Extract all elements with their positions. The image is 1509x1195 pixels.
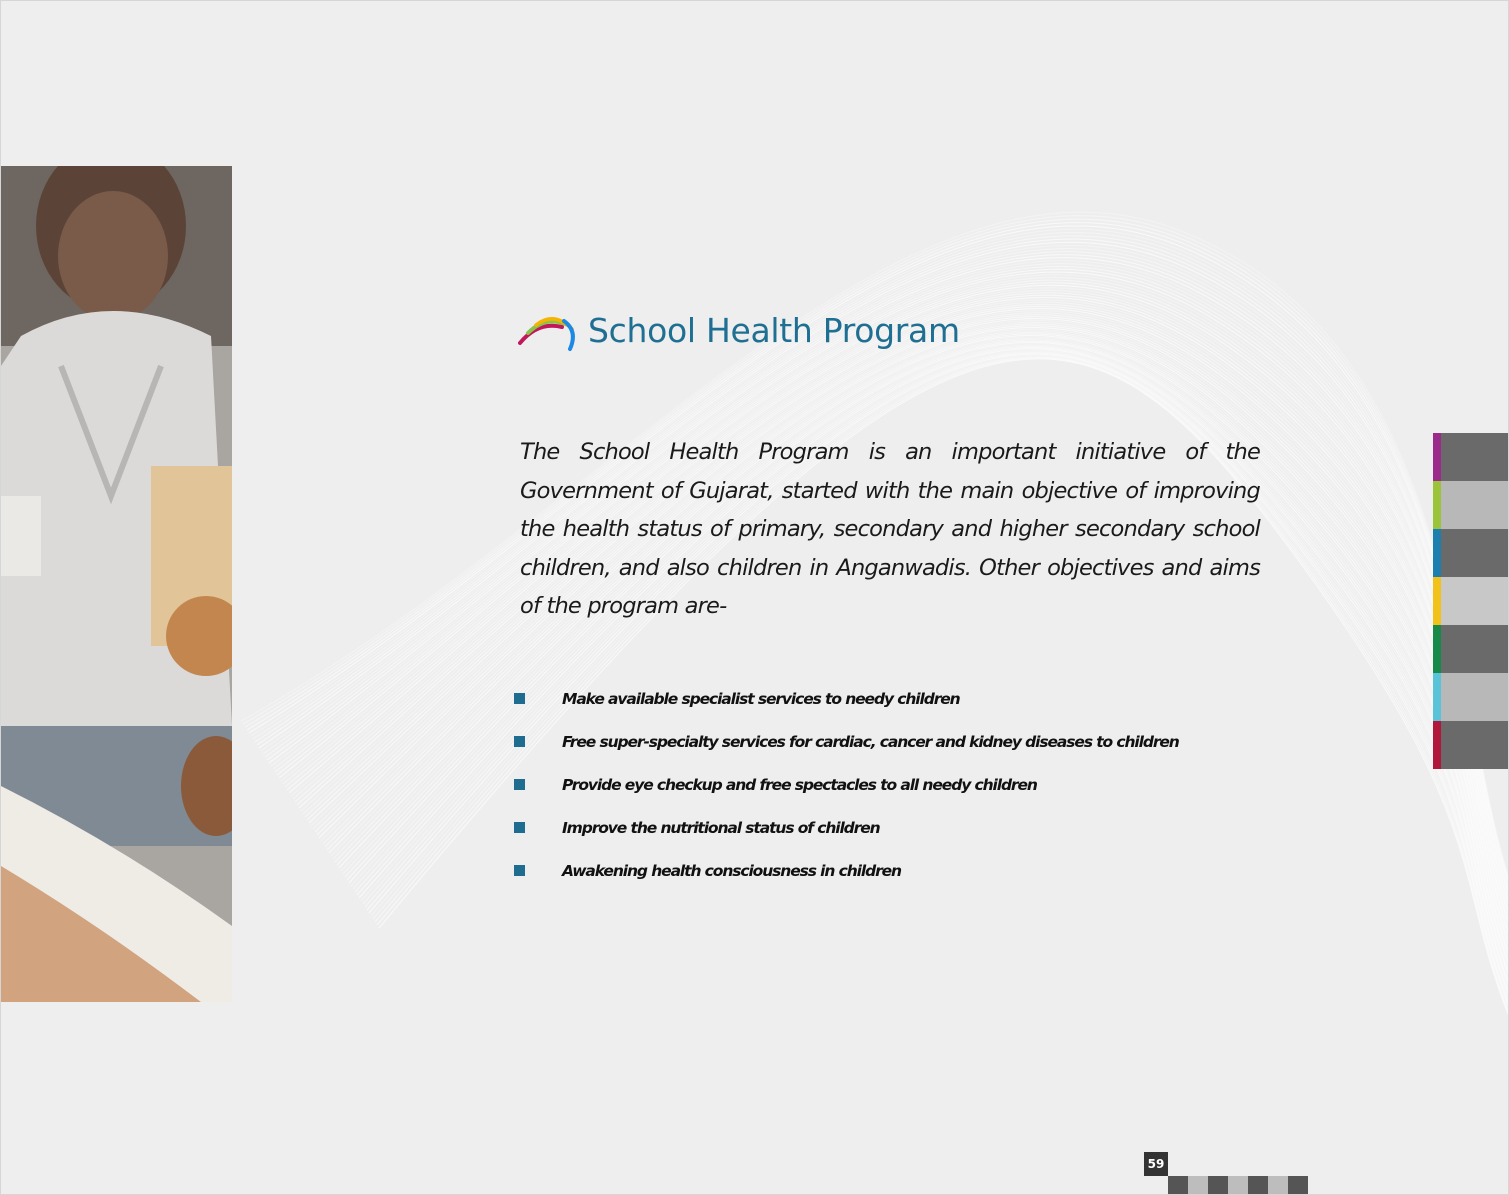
section-tab[interactable] <box>1433 433 1509 481</box>
arc-swoosh-icon <box>518 307 580 353</box>
list-item <box>514 677 1234 720</box>
list-item <box>514 763 1234 806</box>
square-bullet-icon <box>514 779 525 790</box>
footer-block <box>1228 1176 1248 1195</box>
footer-block <box>1168 1176 1188 1195</box>
square-bullet-icon <box>514 822 525 833</box>
footer-block <box>1188 1176 1208 1195</box>
page-number: 59 <box>1144 1152 1168 1176</box>
footer-block <box>1268 1176 1288 1195</box>
square-bullet-icon <box>514 865 525 876</box>
square-bullet-icon <box>514 736 525 747</box>
children-photo <box>1 166 232 1002</box>
list-item <box>514 720 1234 763</box>
section-tab[interactable] <box>1433 673 1509 721</box>
objectives-list <box>514 677 1234 892</box>
section-tab[interactable] <box>1433 625 1509 673</box>
photo-image <box>1 166 232 1002</box>
footer-decoration <box>1168 1176 1308 1195</box>
section-tab[interactable] <box>1433 577 1509 625</box>
list-item-text: Improve the nutritional status of children <box>562 818 880 837</box>
list-item-text: Make available specialist services to needy children <box>562 689 960 708</box>
list-item <box>514 849 1234 892</box>
intro-paragraph: The School Health Program is an important initiative of the Government of Gujarat, started with the main objective of improving the health status of primary, secondary and higher secondary school children, and also children in Anganwadis. Other objectives and aims of the program are- <box>520 439 1260 619</box>
footer-block <box>1248 1176 1268 1195</box>
list-item-text: Awakening health consciousness in children <box>562 861 901 880</box>
footer-block <box>1208 1176 1228 1195</box>
footer-block <box>1288 1176 1308 1195</box>
section-index-tabs <box>1433 433 1509 769</box>
list-item-text: Provide eye checkup and free spectacles to all needy children <box>562 775 1037 794</box>
section-tab[interactable] <box>1433 481 1509 529</box>
list-item-text: Free super-specialty services for cardiac, cancer and kidney diseases to children <box>562 732 1179 751</box>
list-item <box>514 806 1234 849</box>
page-title: School Health Program <box>588 310 960 350</box>
section-tab[interactable] <box>1433 529 1509 577</box>
section-heading <box>518 307 960 353</box>
square-bullet-icon <box>514 693 525 704</box>
section-tab[interactable] <box>1433 721 1509 769</box>
